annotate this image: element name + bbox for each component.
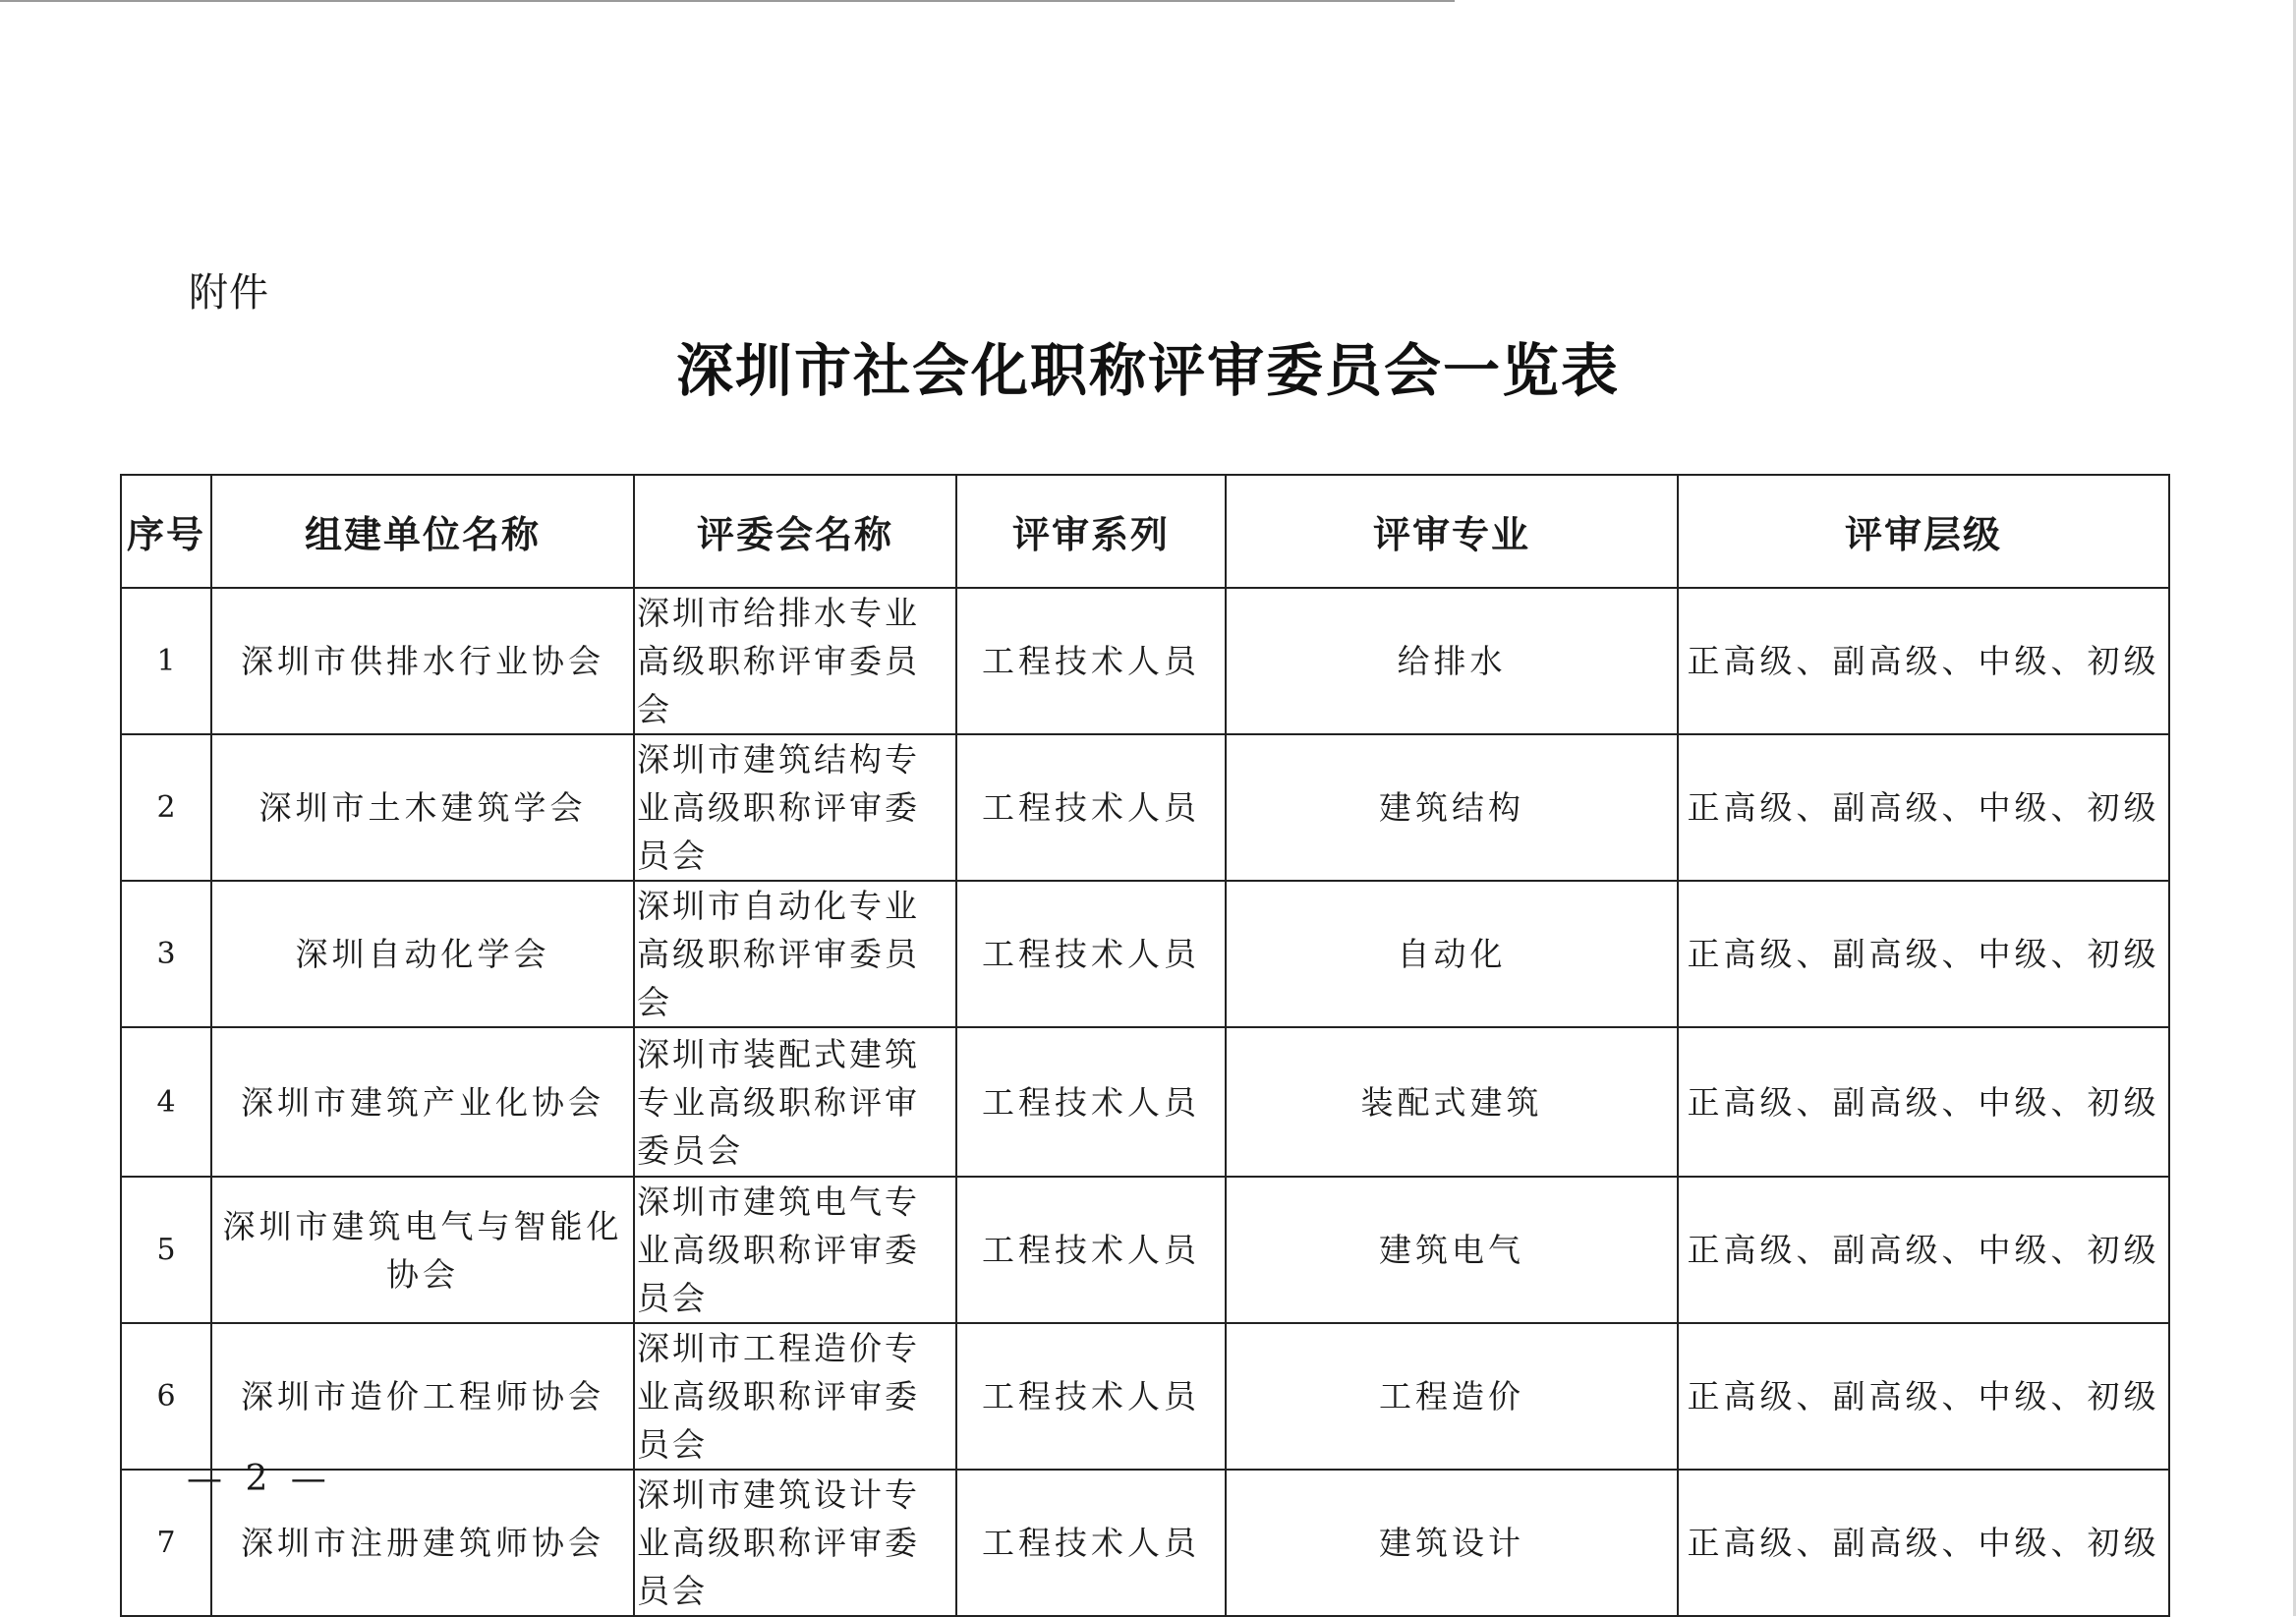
attachment-label: 附件 (189, 270, 269, 316)
page-number: — 2 — (187, 1459, 332, 1499)
row-number: 3 (121, 881, 211, 1027)
document-title: 深圳市社会化职称评审委员会一览表 (675, 337, 1620, 404)
review-levels: 正高级、副高级、中级、初级 (1678, 1470, 2169, 1616)
scan-top-edge (0, 0, 1455, 2)
table-row (121, 1177, 2169, 1323)
table-header-row (121, 475, 2169, 588)
review-specialty: 装配式建筑 (1226, 1027, 1678, 1177)
row-number: 6 (121, 1323, 211, 1470)
committee-name: 深圳市建筑电气专业高级职称评审委员会 (634, 1177, 956, 1323)
review-levels: 正高级、副高级、中级、初级 (1678, 881, 2169, 1027)
review-series: 工程技术人员 (956, 1027, 1226, 1177)
review-series: 工程技术人员 (956, 1470, 1226, 1616)
committee-table (120, 474, 2170, 1617)
table-row (121, 881, 2169, 1027)
review-levels: 正高级、副高级、中级、初级 (1678, 734, 2169, 881)
row-number: 2 (121, 734, 211, 881)
review-series: 工程技术人员 (956, 1323, 1226, 1470)
header-review-series: 评审系列 (956, 475, 1226, 588)
committee-name: 深圳市建筑结构专业高级职称评审委员会 (634, 734, 956, 881)
header-review-level: 评审层级 (1678, 475, 2169, 588)
row-number: 5 (121, 1177, 211, 1323)
review-levels: 正高级、副高级、中级、初级 (1678, 588, 2169, 734)
header-review-specialty: 评审专业 (1226, 475, 1678, 588)
committee-name: 深圳市工程造价专业高级职称评审委员会 (634, 1323, 956, 1470)
table-row (121, 734, 2169, 881)
header-committee-name: 评委会名称 (634, 475, 956, 588)
row-number: 1 (121, 588, 211, 734)
table-row (121, 1470, 2169, 1616)
organization-name: 深圳市土木建筑学会 (211, 734, 634, 881)
committee-name: 深圳市建筑设计专业高级职称评审委员会 (634, 1470, 956, 1616)
table-row (121, 1027, 2169, 1177)
review-specialty: 给排水 (1226, 588, 1678, 734)
table-row (121, 588, 2169, 734)
review-series: 工程技术人员 (956, 734, 1226, 881)
table-row (121, 1323, 2169, 1470)
row-number: 4 (121, 1027, 211, 1177)
organization-name: 深圳市建筑电气与智能化协会 (211, 1177, 634, 1323)
organization-name: 深圳市造价工程师协会 (211, 1323, 634, 1470)
organization-name: 深圳自动化学会 (211, 881, 634, 1027)
review-levels: 正高级、副高级、中级、初级 (1678, 1177, 2169, 1323)
review-specialty: 自动化 (1226, 881, 1678, 1027)
review-specialty: 建筑电气 (1226, 1177, 1678, 1323)
organization-name: 深圳市建筑产业化协会 (211, 1027, 634, 1177)
review-specialty: 工程造价 (1226, 1323, 1678, 1470)
organization-name: 深圳市供排水行业协会 (211, 588, 634, 734)
organization-name: 深圳市注册建筑师协会 (211, 1470, 634, 1616)
committee-name: 深圳市给排水专业高级职称评审委员会 (634, 588, 956, 734)
review-levels: 正高级、副高级、中级、初级 (1678, 1323, 2169, 1470)
header-serial-number: 序号 (121, 475, 211, 588)
review-specialty: 建筑结构 (1226, 734, 1678, 881)
committee-name: 深圳市自动化专业高级职称评审委员会 (634, 881, 956, 1027)
review-levels: 正高级、副高级、中级、初级 (1678, 1027, 2169, 1177)
review-series: 工程技术人员 (956, 881, 1226, 1027)
review-series: 工程技术人员 (956, 1177, 1226, 1323)
review-series: 工程技术人员 (956, 588, 1226, 734)
row-number: 7 (121, 1470, 211, 1616)
committee-name: 深圳市装配式建筑专业高级职称评审委员会 (634, 1027, 956, 1177)
review-specialty: 建筑设计 (1226, 1470, 1678, 1616)
header-organization-name: 组建单位名称 (211, 475, 634, 588)
